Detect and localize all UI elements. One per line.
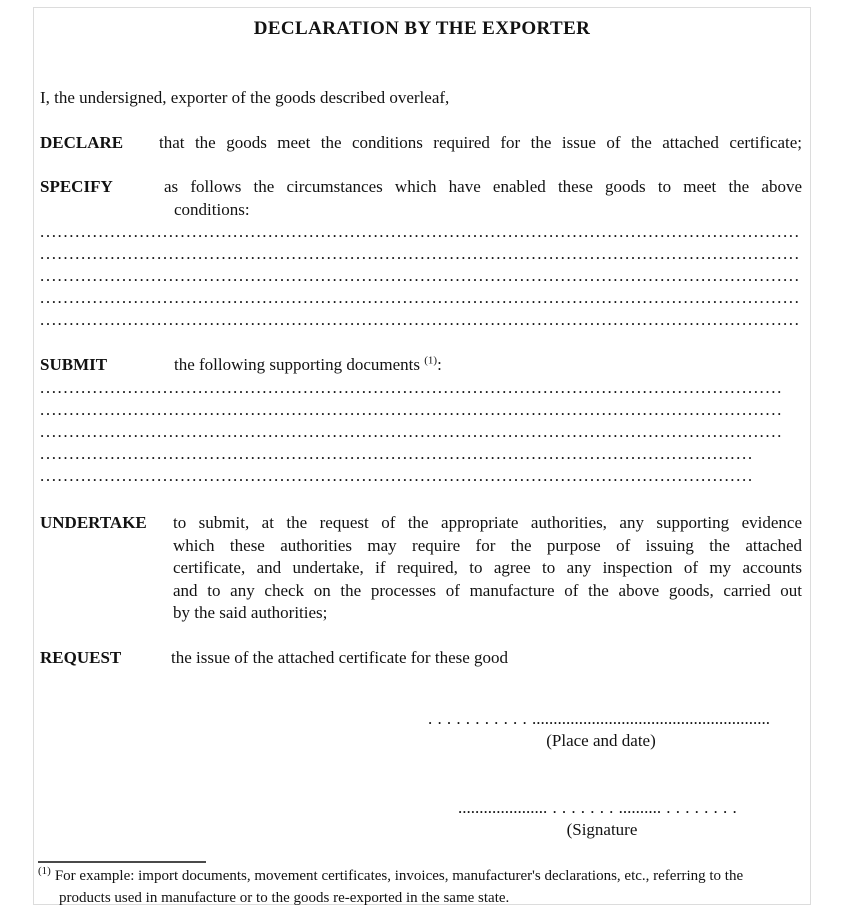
undertake-text-1: to submit, at the request of the appropriate authorities, any supporting evidence (173, 513, 802, 532)
submit-blank-lines (40, 377, 802, 487)
dotted-fill-line: .......................................................................................................................... (40, 444, 754, 463)
undertake-line-4: and to any check on the processes of manufacture of the above goods, carried out (173, 580, 802, 600)
section-specify (40, 175, 802, 221)
request-text: the issue of the attached certificate for these good (171, 648, 509, 667)
section-undertake (40, 512, 802, 625)
signature-dots-3: ......... (618, 801, 657, 815)
page (33, 7, 811, 905)
signature-caption: (Signature (566, 820, 638, 839)
submit-text-body: the following supporting documents (174, 355, 425, 374)
footnote-line-2: products used in manufacture or to the goods re-exported in the same state. (59, 889, 510, 906)
footnote-marker: (1) (38, 865, 51, 877)
section-submit (40, 353, 802, 376)
dotted-fill-line: ............................................................................................................................... (40, 400, 783, 419)
specify-blank-lines (40, 221, 802, 331)
section-request (40, 646, 802, 669)
footnote-line-1: For example: import documents, movement certificates, invoices, manufacturer's declarations, etc., referring to the (54, 868, 744, 884)
footnote-separator (38, 861, 206, 863)
signature-block (458, 801, 746, 841)
request-label: REQUEST (40, 648, 122, 667)
dotted-fill-line: .................................................................................................................................. (40, 310, 801, 329)
dotted-fill-line: .................................................................................................................................. (40, 244, 801, 263)
dotted-fill-line: ............................................................................................................................... (40, 422, 783, 441)
dotted-fill-line: .................................................................................................................................. (40, 222, 801, 241)
footnote (38, 866, 831, 909)
page-title: DECLARATION BY THE EXPORTER (253, 18, 591, 39)
signature-line (458, 801, 746, 815)
signature-dots-2: ........ (543, 801, 619, 815)
place-date-line (428, 712, 774, 726)
section-declare (40, 131, 802, 154)
dotted-fill-line: .................................................................................................................................. (40, 266, 801, 285)
specify-label: SPECIFY (40, 177, 113, 196)
undertake-line-2: which these authorities may require for the purpose of issuing the attached (173, 535, 802, 555)
undertake-label: UNDERTAKE (40, 513, 147, 532)
place-date-caption: (Place and date) (546, 731, 656, 750)
specify-text-line1: as follows the circumstances which have enabled these goods to meet the above (164, 177, 802, 196)
footnote-ref: (1) (424, 354, 438, 367)
submit-label: SUBMIT (40, 355, 108, 374)
declare-text: that the goods meet the conditions required for the issue of the attached certificate; (159, 133, 802, 152)
signature-dots-1: .................... (458, 801, 543, 815)
place-date-dots-dense: ........................................................ (531, 712, 770, 726)
place-date-block (428, 712, 774, 752)
undertake-line-3: certificate, and undertake, if required, to agree to any inspection of my accounts (173, 558, 802, 577)
undertake-line-5: by the said authorities; (173, 603, 328, 622)
signature-dots-4: ......... (656, 801, 742, 815)
intro-line: I, the undersigned, exporter of the goods described overleaf, (40, 88, 450, 107)
dotted-fill-line: .................................................................................................................................. (40, 288, 801, 307)
submit-text (174, 353, 802, 376)
declare-label: DECLARE (40, 133, 124, 152)
specify-text (164, 175, 802, 221)
dotted-fill-line: .......................................................................................................................... (40, 466, 754, 485)
specify-text-line2: conditions: (174, 200, 250, 219)
place-date-dots-wide: ........... (428, 712, 532, 726)
dotted-fill-line: ............................................................................................................................... (40, 378, 783, 397)
submit-text-colon: : (437, 355, 442, 374)
undertake-line-1 (40, 512, 802, 535)
